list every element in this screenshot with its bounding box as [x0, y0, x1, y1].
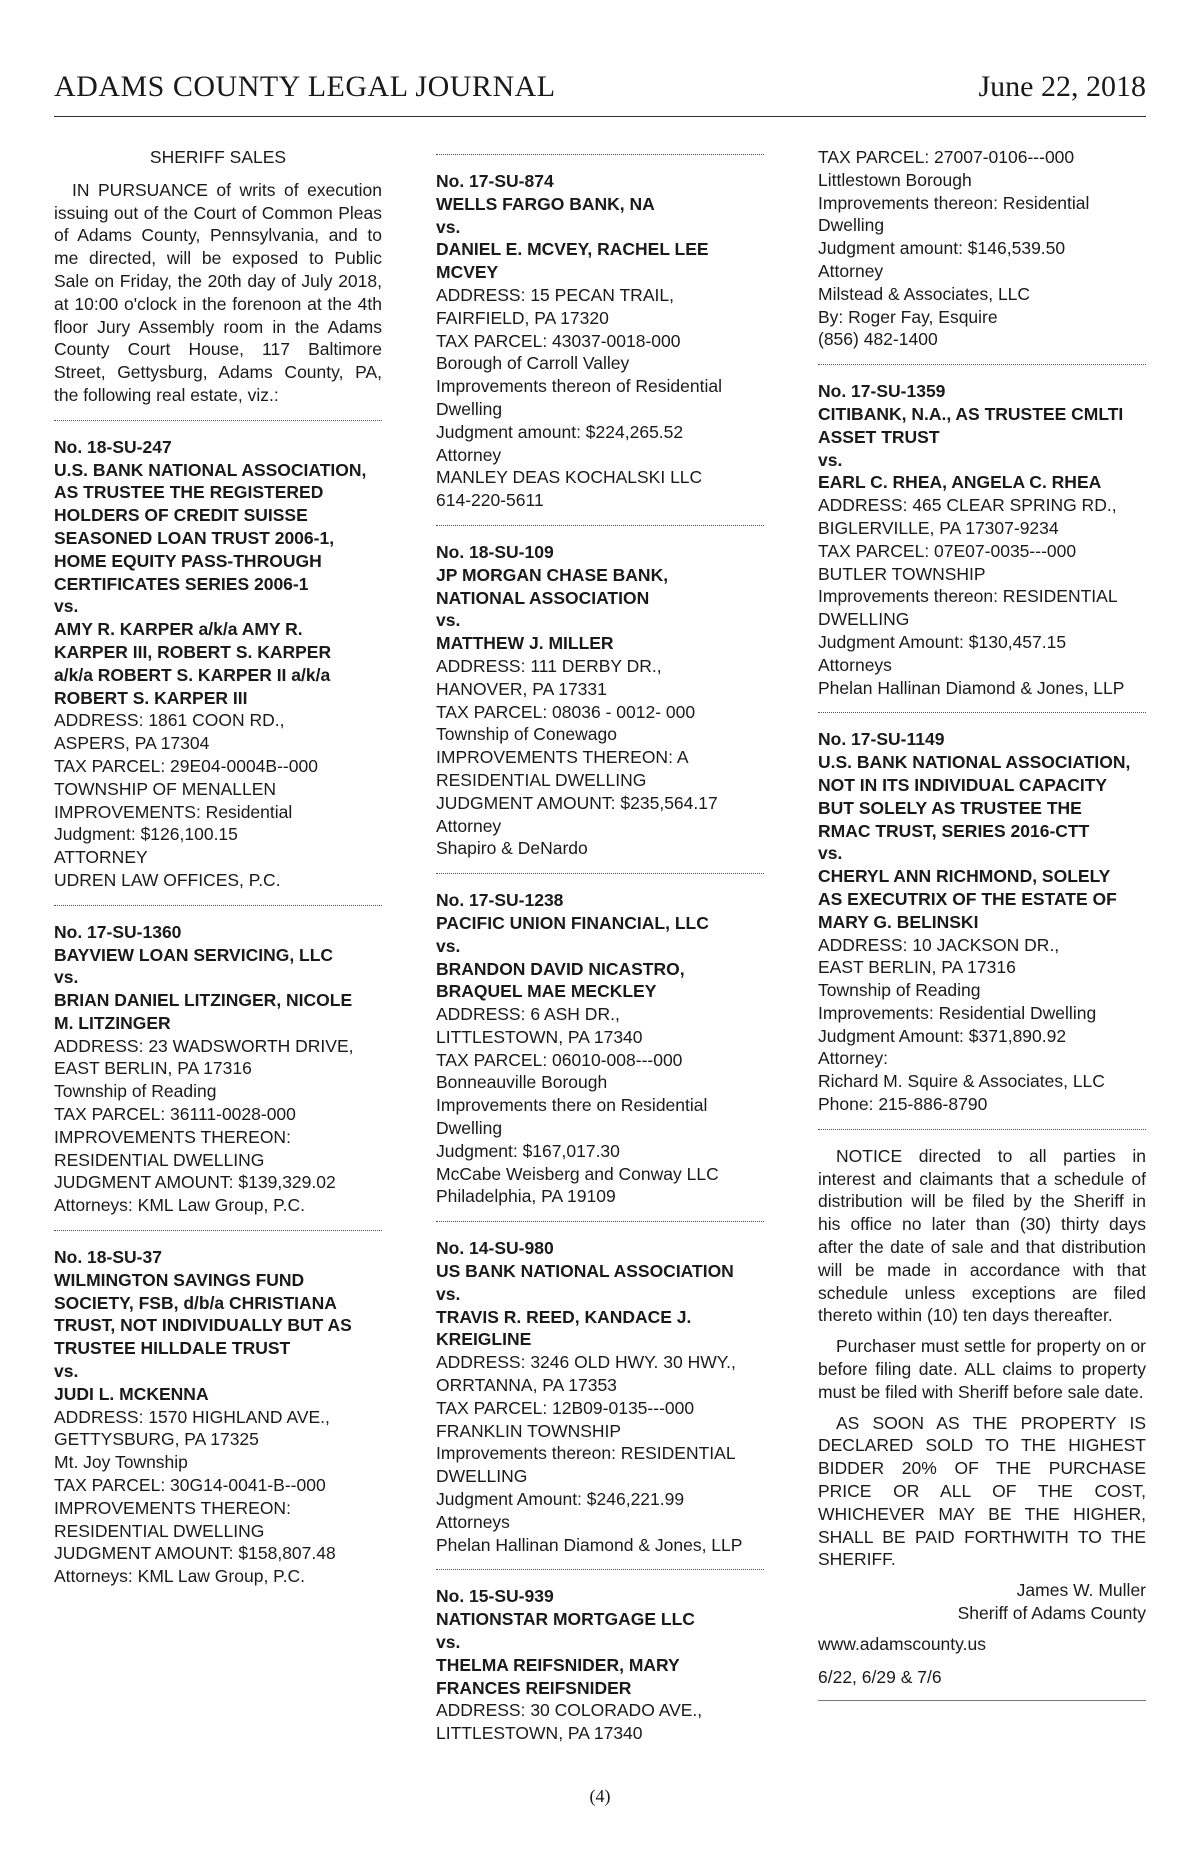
case-detail-line: By: Roger Fay, Esquire — [818, 306, 998, 327]
case-detail-line: ADDRESS: 15 PECAN TRAIL, — [436, 284, 674, 305]
case-number: No. 18-SU-37 — [54, 1247, 162, 1268]
case-detail-line: ASPERS, PA 17304 — [54, 733, 210, 754]
party-name: AS TRUSTEE THE REGISTERED — [54, 482, 324, 503]
case-detail-line: TAX PARCEL: 27007-0106---000 — [818, 147, 1075, 167]
dotted-divider — [54, 905, 382, 906]
case-detail-line: Shapiro & DeNardo — [436, 838, 588, 859]
dotted-divider — [54, 1230, 382, 1231]
case-detail-line: HANOVER, PA 17331 — [436, 678, 607, 699]
versus-label: vs. — [436, 610, 461, 631]
party-name: WELLS FARGO BANK, NA — [436, 193, 655, 214]
case-detail-line: Improvements thereon: RESIDENTIAL — [818, 586, 1118, 607]
case-detail-line: TAX PARCEL: 08036 - 0012- 000 — [436, 701, 696, 722]
party-name: WILMINGTON SAVINGS FUND — [54, 1269, 305, 1290]
party-name: JP MORGAN CHASE BANK, — [436, 564, 669, 585]
case-number: No. 17-SU-1359 — [818, 381, 946, 402]
versus-label: vs. — [818, 843, 843, 864]
party-name: HOME EQUITY PASS-THROUGH — [54, 550, 322, 571]
case-detail-line: McCabe Weisberg and Conway LLC — [436, 1163, 719, 1184]
case-number: No. 18-SU-247 — [54, 436, 172, 457]
case-entry-continued — [818, 146, 1146, 351]
case-entry — [436, 1585, 764, 1745]
party-name: MATTHEW J. MILLER — [436, 633, 614, 654]
case-detail-line: FRANKLIN TOWNSHIP — [436, 1420, 622, 1441]
case-detail-line: TAX PARCEL: 06010-008---000 — [436, 1049, 683, 1070]
case-detail-line: EAST BERLIN, PA 17316 — [54, 1058, 252, 1079]
dotted-divider — [818, 1129, 1146, 1130]
case-detail-line: Attorneys: KML Law Group, P.C. — [54, 1566, 305, 1587]
notice-paragraph: Purchaser must settle for property on or before filing date. ALL claims to property must be filed with Sheriff before sale date. — [818, 1336, 1146, 1402]
party-name: M. LITZINGER — [54, 1012, 171, 1033]
case-detail-line: GETTYSBURG, PA 17325 — [54, 1429, 259, 1450]
case-detail-line: Phelan Hallinan Diamond & Jones, LLP — [818, 677, 1125, 698]
party-name: KREIGLINE — [436, 1329, 532, 1350]
case-entry — [54, 1246, 382, 1588]
case-detail-line: UDREN LAW OFFICES, P.C. — [54, 869, 281, 890]
party-name: MARY G. BELINSKI — [818, 911, 979, 932]
case-detail-line: TAX PARCEL: 29E04-0004B--000 — [54, 755, 318, 776]
case-detail-line: ORRTANNA, PA 17353 — [436, 1375, 617, 1396]
case-detail-line: Improvements there on Residential — [436, 1095, 708, 1116]
party-name: a/k/a ROBERT S. KARPER II a/k/a — [54, 664, 331, 685]
signer-title: Sheriff of Adams County — [957, 1603, 1146, 1624]
column-1 — [54, 146, 382, 1588]
versus-label: vs. — [436, 1632, 461, 1653]
party-name: U.S. BANK NATIONAL ASSOCIATION, — [54, 459, 367, 480]
versus-label: vs. — [436, 935, 461, 956]
case-entry — [54, 921, 382, 1217]
case-detail-line: Improvements thereon: RESIDENTIAL — [436, 1443, 736, 1464]
case-detail-line: DWELLING — [818, 609, 910, 630]
column-3 — [818, 146, 1146, 1701]
case-detail-line: BIGLERVILLE, PA 17307-9234 — [818, 517, 1059, 538]
party-name: BUT SOLELY AS TRUSTEE THE — [818, 797, 1082, 818]
website-link[interactable]: www.adamscounty.us — [818, 1633, 986, 1654]
intro-paragraph: IN PURSUANCE of writs of execution issuing out of the Court of Common Pleas of Adams County, Pennsylvania, and to me directed, will be exposed to Public Sale on Friday, the 20th day of July 2018, at 10:00 o'clock in the forenoon at the 4th floor Jury Assembly room in the Adams County Court House, 117 Baltimore Street, Gettysburg, Adams County, PA, the following real estate, viz.: — [54, 179, 382, 405]
case-detail-line: JUDGMENT AMOUNT: $158,807.48 — [54, 1543, 336, 1564]
masthead — [54, 68, 1146, 117]
party-name: NATIONAL ASSOCIATION — [436, 587, 650, 608]
case-entry — [436, 170, 764, 512]
case-detail-line: MANLEY DEAS KOCHALSKI LLC — [436, 467, 703, 488]
case-entry — [818, 380, 1146, 699]
case-detail-line: Judgment: $126,100.15 — [54, 824, 238, 845]
party-name: AMY R. KARPER a/k/a AMY R. — [54, 619, 303, 640]
case-detail-line: DWELLING — [436, 1466, 528, 1487]
party-name: CITIBANK, N.A., AS TRUSTEE CMLTI — [818, 403, 1124, 424]
case-number: No. 14-SU-980 — [436, 1238, 554, 1259]
case-detail-line: TOWNSHIP OF MENALLEN — [54, 778, 277, 799]
party-name: SOCIETY, FSB, d/b/a CHRISTIANA — [54, 1292, 337, 1313]
publication-dates: 6/22, 6/29 & 7/6 — [818, 1666, 942, 1687]
case-detail-line: JUDGMENT AMOUNT: $139,329.02 — [54, 1172, 336, 1193]
case-entry — [436, 1237, 764, 1556]
party-name: CERTIFICATES SERIES 2006-1 — [54, 573, 309, 594]
party-name: SEASONED LOAN TRUST 2006-1, — [54, 527, 335, 548]
case-detail-line: Judgment amount: $224,265.52 — [436, 421, 684, 442]
case-detail-line: Richard M. Squire & Associates, LLC — [818, 1071, 1105, 1092]
case-detail-line: Attorney — [436, 815, 502, 836]
case-detail-line: IMPROVEMENTS: Residential — [54, 801, 293, 822]
column-2 — [436, 146, 764, 1745]
versus-label: vs. — [818, 449, 843, 470]
case-number: No. 15-SU-939 — [436, 1586, 554, 1607]
case-detail-line: Phone: 215-886-8790 — [818, 1094, 988, 1115]
versus-label: vs. — [54, 596, 79, 617]
versus-label: vs. — [54, 967, 79, 988]
notice-block — [818, 1145, 1146, 1702]
case-detail-line: ADDRESS: 1570 HIGHLAND AVE., — [54, 1406, 330, 1427]
case-detail-line: Dwelling — [436, 398, 503, 419]
case-detail-line: LITTLESTOWN, PA 17340 — [436, 1026, 643, 1047]
case-detail-line: BUTLER TOWNSHIP — [818, 563, 986, 584]
case-detail-line: Attorney — [818, 260, 884, 281]
case-detail-line: Attorney — [436, 444, 502, 465]
party-name: AS EXECUTRIX OF THE ESTATE OF — [818, 888, 1117, 909]
dotted-divider — [818, 712, 1146, 713]
case-detail-line: Attorneys: KML Law Group, P.C. — [54, 1195, 305, 1216]
case-entry — [818, 728, 1146, 1116]
case-detail-line: Improvements thereon of Residential — [436, 376, 722, 397]
case-detail-line: ADDRESS: 3246 OLD HWY. 30 HWY., — [436, 1352, 736, 1373]
party-name: RMAC TRUST, SERIES 2016-CTT — [818, 820, 1090, 841]
case-detail-line: Milstead & Associates, LLC — [818, 283, 1031, 304]
party-name: BRANDON DAVID NICASTRO, — [436, 958, 685, 979]
case-detail-line: JUDGMENT AMOUNT: $235,564.17 — [436, 792, 718, 813]
case-detail-line: TAX PARCEL: 30G14-0041-B--000 — [54, 1475, 326, 1496]
case-detail-line: Bonneauville Borough — [436, 1072, 608, 1093]
case-detail-line: Judgment Amount: $130,457.15 — [818, 631, 1067, 652]
signature-block — [818, 1579, 1146, 1625]
party-name: ROBERT S. KARPER III — [54, 687, 248, 708]
case-detail-line: Attorneys — [818, 654, 892, 675]
versus-label: vs. — [54, 1361, 79, 1382]
page-number: (4) — [589, 1786, 611, 1806]
party-name: ASSET TRUST — [818, 426, 940, 447]
case-number: No. 17-SU-1238 — [436, 890, 564, 911]
case-detail-line: Philadelphia, PA 19109 — [436, 1186, 616, 1207]
case-detail-line: ADDRESS: 10 JACKSON DR., — [818, 934, 1060, 955]
party-name: BRAQUEL MAE MECKLEY — [436, 981, 657, 1002]
case-detail-line: Judgment Amount: $246,221.99 — [436, 1489, 685, 1510]
case-detail-line: 614-220-5611 — [436, 490, 544, 511]
dotted-divider — [436, 1569, 764, 1570]
dotted-divider — [54, 420, 382, 421]
case-detail-line: Dwelling — [818, 215, 885, 236]
journal-title: ADAMS COUNTY LEGAL JOURNAL — [54, 70, 556, 103]
case-detail-line: (856) 482-1400 — [818, 329, 938, 350]
case-detail-line: FAIRFIELD, PA 17320 — [436, 307, 609, 328]
end-rule — [818, 1700, 1146, 1701]
case-detail-line: TAX PARCEL: 43037-0018-000 — [436, 330, 681, 351]
case-number: No. 17-SU-1149 — [818, 729, 945, 750]
case-detail-line: LITTLESTOWN, PA 17340 — [436, 1723, 643, 1744]
versus-label: vs. — [436, 1283, 461, 1304]
case-detail-line: ATTORNEY — [54, 847, 148, 868]
party-name: CHERYL ANN RICHMOND, SOLELY — [818, 866, 1111, 887]
case-detail-line: ADDRESS: 111 DERBY DR., — [436, 655, 662, 676]
case-detail-line: TAX PARCEL: 12B09-0135---000 — [436, 1397, 695, 1418]
case-detail-line: RESIDENTIAL DWELLING — [436, 769, 647, 790]
dotted-divider — [436, 525, 764, 526]
section-title: SHERIFF SALES — [149, 147, 287, 167]
case-detail-line: Littlestown Borough — [818, 169, 972, 190]
case-detail-line: EAST BERLIN, PA 17316 — [818, 957, 1016, 978]
case-entry — [54, 436, 382, 892]
party-name: TRUSTEE HILLDALE TRUST — [54, 1338, 291, 1359]
party-name: TRUST, NOT INDIVIDUALLY BUT AS — [54, 1315, 352, 1336]
party-name: NOT IN ITS INDIVIDUAL CAPACITY — [818, 774, 1108, 795]
notice-paragraph: AS SOON AS THE PROPERTY IS DECLARED SOLD TO THE HIGHEST BIDDER 20% OF THE PURCHASE PRICE OR ALL OF THE COST, WHICHEVER MAY BE THE HIGHER, SHALL BE PAID FORTHWITH TO THE SHERIFF. — [818, 1412, 1146, 1570]
case-detail-line: ADDRESS: 30 COLORADO AVE., — [436, 1700, 703, 1721]
case-number: No. 17-SU-874 — [436, 171, 554, 191]
case-detail-line: Improvements thereon: Residential — [818, 192, 1090, 213]
case-detail-line: ADDRESS: 23 WADSWORTH DRIVE, — [54, 1035, 354, 1056]
case-number: No. 17-SU-1360 — [54, 921, 182, 942]
case-detail-line: Township of Reading — [54, 1081, 217, 1102]
dotted-divider — [436, 873, 764, 874]
case-detail-line: ADDRESS: 1861 COON RD., — [54, 710, 285, 731]
party-name: PACIFIC UNION FINANCIAL, LLC — [436, 912, 709, 933]
party-name: EARL C. RHEA, ANGELA C. RHEA — [818, 472, 1102, 493]
party-name: U.S. BANK NATIONAL ASSOCIATION, — [818, 752, 1131, 773]
case-detail-line: Attorneys — [436, 1511, 510, 1532]
case-detail-line: Township of Conewago — [436, 724, 617, 745]
party-name: DANIEL E. MCVEY, RACHEL LEE — [436, 239, 709, 260]
case-detail-line: Judgment amount: $146,539.50 — [818, 238, 1066, 259]
case-detail-line: Borough of Carroll Valley — [436, 353, 630, 374]
party-name: US BANK NATIONAL ASSOCIATION — [436, 1261, 734, 1282]
case-entry — [436, 889, 764, 1208]
case-detail-line: Phelan Hallinan Diamond & Jones, LLP — [436, 1534, 743, 1555]
notice-paragraph: NOTICE directed to all parties in interest and claimants that a schedule of distribution will be filed by the Sheriff in his office no later than (30) thirty days after the date of sale and that distribution will be made in accordance with that schedule unless exceptions are filed thereto within (10) ten days thereafter. — [818, 1145, 1146, 1326]
case-detail-line: Attorney: — [818, 1048, 889, 1069]
case-detail-line: Mt. Joy Township — [54, 1452, 188, 1473]
signer-name: James W. Muller — [1016, 1580, 1146, 1601]
case-detail-line: IMPROVEMENTS THEREON: A — [436, 747, 689, 768]
party-name: JUDI L. MCKENNA — [54, 1383, 209, 1404]
issue-date: June 22, 2018 — [978, 70, 1146, 103]
dotted-divider — [818, 364, 1146, 365]
case-detail-line: IMPROVEMENTS THEREON: — [54, 1497, 291, 1518]
case-detail-line: TAX PARCEL: 36111-0028-000 — [54, 1104, 296, 1125]
case-number: No. 18-SU-109 — [436, 541, 554, 562]
party-name: KARPER III, ROBERT S. KARPER — [54, 641, 332, 662]
case-detail-line: IMPROVEMENTS THEREON: — [54, 1126, 291, 1147]
case-detail-line: TAX PARCEL: 07E07-0035---000 — [818, 540, 1077, 561]
case-entry — [436, 541, 764, 860]
party-name: HOLDERS OF CREDIT SUISSE — [54, 505, 308, 526]
party-name: BAYVIEW LOAN SERVICING, LLC — [54, 944, 334, 965]
party-name: TRAVIS R. REED, KANDACE J. — [436, 1306, 692, 1327]
case-detail-line: ADDRESS: 6 ASH DR., — [436, 1004, 620, 1025]
case-detail-line: Dwelling — [436, 1118, 503, 1139]
dotted-divider — [436, 1221, 764, 1222]
party-name: MCVEY — [436, 262, 499, 283]
case-detail-line: ADDRESS: 465 CLEAR SPRING RD., — [818, 495, 1117, 516]
case-detail-line: Judgment: $167,017.30 — [436, 1140, 620, 1161]
party-name: BRIAN DANIEL LITZINGER, NICOLE — [54, 990, 353, 1011]
case-detail-line: Judgment Amount: $371,890.92 — [818, 1025, 1067, 1046]
case-detail-line: Township of Reading — [818, 980, 981, 1001]
case-detail-line: Improvements: Residential Dwelling — [818, 1002, 1097, 1023]
party-name: THELMA REIFSNIDER, MARY — [436, 1654, 680, 1675]
versus-label: vs. — [436, 216, 461, 237]
party-name: FRANCES REIFSNIDER — [436, 1677, 632, 1698]
dotted-divider — [436, 154, 764, 155]
case-detail-line: RESIDENTIAL DWELLING — [54, 1520, 265, 1541]
party-name: NATIONSTAR MORTGAGE LLC — [436, 1609, 695, 1630]
case-detail-line: RESIDENTIAL DWELLING — [54, 1149, 265, 1170]
